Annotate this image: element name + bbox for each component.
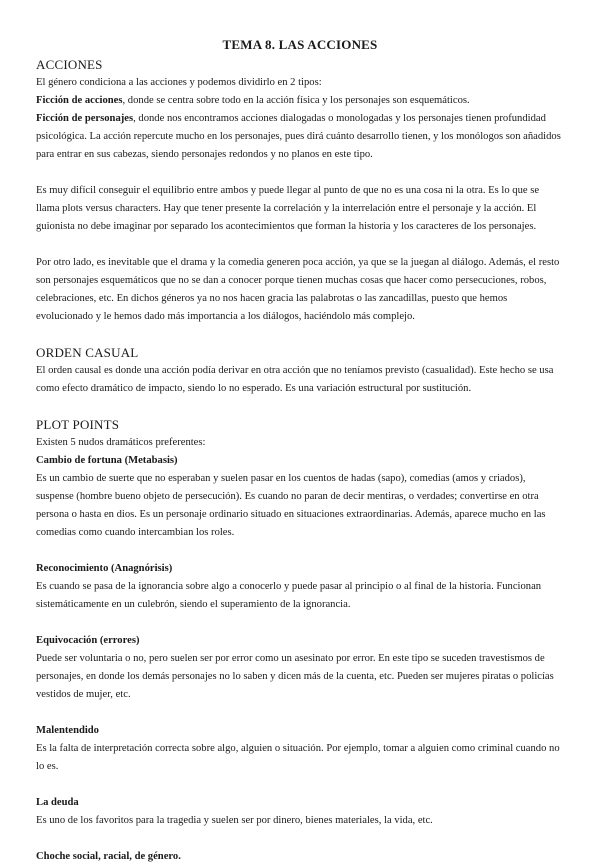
section-heading-acciones: ACCIONES xyxy=(36,57,103,72)
plot-point-text: Es un cambio de suerte que no esperaban y suelen pasar en los cuentos de hadas (sapo), comedias (amos y criados), suspense (hombre bueno objeto de persecución). Es cuando no paran de decir mentiras, o verdades; convertirse en otra persona o hasta en dios. Es un personaje ordinario situado en situaciones extraordinarias. Además, aparece mucho en las comedias como cuando intercambian los roles. xyxy=(36,473,546,538)
plot-point-text: Es uno de los favoritos para la tragedia y suelen ser por dinero, bienes materiales, la vida, etc. xyxy=(36,815,433,826)
acciones-type-2-term: Ficción de personajes xyxy=(36,113,134,124)
plot-point-title: Cambio de fortuna (Metabasis) xyxy=(36,455,178,466)
acciones-paragraph-2: Por otro lado, es inevitable que el drama y la comedia generen poca acción, ya que se la juegan al diálogo. Además, el resto son personajes esquemáticos que no se dan a conocer porque tienen muchas cosas que hacer como persecuciones, robos, celebraciones, etc. En dichos géneros ya no nos hacen gracia las palabrotas o las zancadillas, puesto que hemos evolucionado y le hemos dado más importancia a los diálogos, haciéndolo más complejo. xyxy=(36,257,560,322)
acciones-intro: El género condiciona a las acciones y podemos dividirlo en 2 tipos: xyxy=(36,77,322,88)
orden-casual-text: El orden causal es donde una acción podía derivar en otra acción que no teníamos previsto (casualidad). Este hecho se usa como efecto dramático de impacto, siendo lo no esperado. Es una variación estructural por sustitución. xyxy=(36,365,554,394)
plot-point-text: Es la falta de interpretación correcta sobre algo, alguien o situación. Por ejemplo, tomar a alguien como criminal cuando no lo es. xyxy=(36,743,560,772)
page-title: TEMA 8. LAS ACCIONES xyxy=(222,37,378,52)
acciones-type-2-text: , donde nos encontramos acciones dialogadas o monologadas y los personajes tienen profundidad psicológica. La acción repercute mucho en los personajes, pues dirá cuánto desarrollo tienen, y los monólogos son añadidos para entrar en sus cabezas, siendo personajes redondos y no planos en este tipo. xyxy=(36,113,561,160)
acciones-paragraph-1: Es muy difícil conseguir el equilibrio entre ambos y puede llegar al punto de que no es una cosa ni la otra. Es lo que se llama plots versus characters. Hay que tener presente la correlación y la interrelación entre el personaje y la acción. El guionista no debe imaginar por separado los acontecimientos que forman la historia y los caracteres de los personajes. xyxy=(36,185,540,232)
plot-point-title: Choche social, racial, de género. xyxy=(36,851,181,862)
plot-points-intro: Existen 5 nudos dramáticos preferentes: xyxy=(36,437,206,448)
acciones-type-1-text: , donde se centra sobre todo en la acción física y los personajes son esquemáticos. xyxy=(122,95,470,106)
section-heading-plot-points: PLOT POINTS xyxy=(36,417,120,432)
acciones-type-1-term: Ficción de acciones xyxy=(36,95,123,106)
plot-point-text: Puede ser voluntaria o no, pero suelen ser por error como un asesinato por error. En este tipo se suceden travestismos de personajes, en donde los demás personajes no lo saben y dicen más de la cuenta, etc. Pueden ser mujeres piratas o policías vestidos de mujer, etc. xyxy=(36,653,554,700)
plot-point-text: Es cuando se pasa de la ignorancia sobre algo a conocerlo y puede pasar al principio o al final de la historia. Funcionan sistemáticamente en un culebrón, siendo el superamiento de la ignorancia. xyxy=(36,581,542,610)
plot-point-title: Reconocimiento (Anagnórisis) xyxy=(36,563,173,574)
plot-point-title: La deuda xyxy=(36,797,79,808)
acciones-type-2 xyxy=(36,110,564,164)
plot-point-title: Equivocación (errores) xyxy=(36,635,140,646)
section-heading-orden-casual: ORDEN CASUAL xyxy=(36,345,139,360)
acciones-type-1 xyxy=(36,92,564,110)
plot-point-title: Malentendido xyxy=(36,725,99,736)
